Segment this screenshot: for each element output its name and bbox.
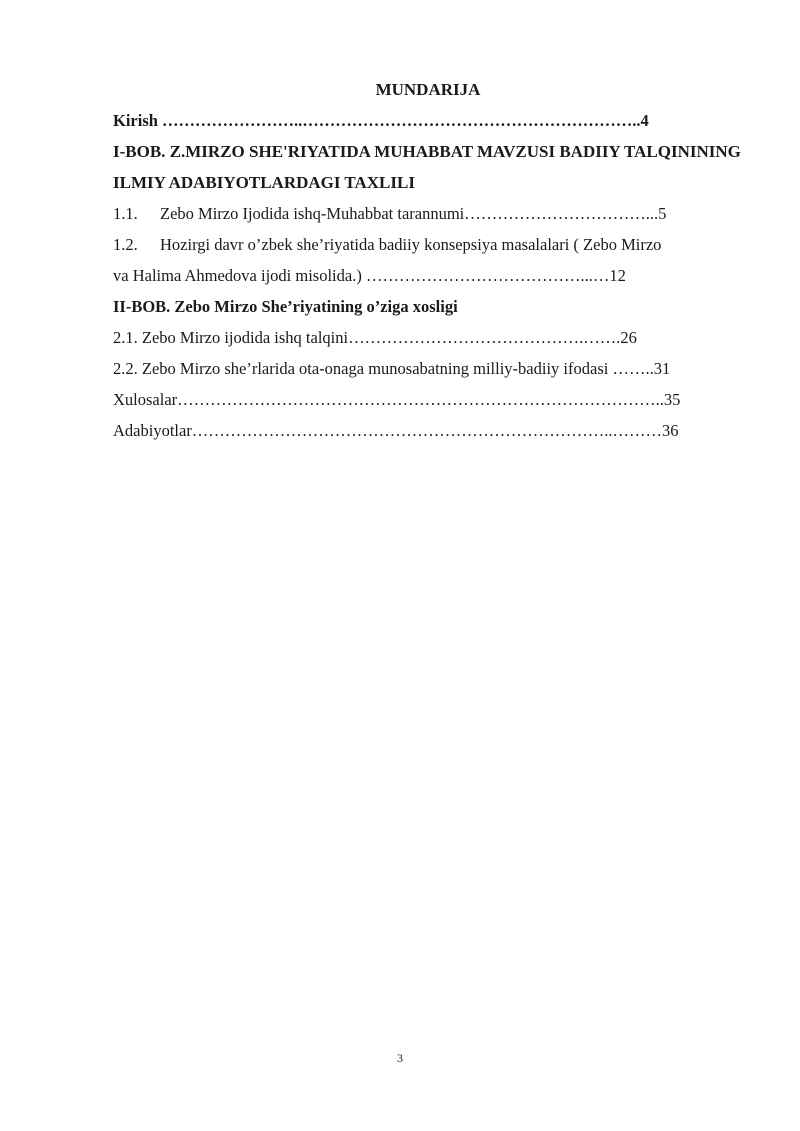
toc-entry-2-1: 2.1. Zebo Mirzo ijodida ishq talqini…………………………………….…….26 [113, 328, 637, 347]
toc-entry-1-1 [113, 198, 743, 229]
toc-entry-references: Adabiyotlar…………………………………………………………………..………36 [113, 421, 679, 440]
toc-entry-intro: Kirish ……………………..……………………………………………………..4 [113, 111, 649, 130]
toc-chapter-1: I-BOB. Z.MIRZO SHE'RIYATIDA MUHABBAT MAVZUSI BADIIY TALQININING ILMIY ADABIYOTLARDAGI TAXLILI [113, 142, 741, 192]
table-of-contents [113, 74, 743, 446]
toc-entry-1-2 [113, 229, 743, 260]
toc-entry-1-2-continued: va Halima Ahmedova ijodi misolida.) …………………………………...…12 [113, 266, 626, 285]
toc-chapter-2: II-BOB. Zebo Mirzo She’riyatining o’ziga xosligi [113, 297, 458, 316]
toc-entry-2-2: 2.2. Zebo Mirzo she’rlarida ota-onaga munosabatning milliy-badiiy ifodasi ……..31 [113, 359, 671, 378]
page-number: 3 [397, 1051, 403, 1065]
toc-title: MUNDARIJA [375, 80, 481, 99]
toc-entry-number: 1.1. [113, 204, 138, 223]
toc-entry-conclusions: Xulosalar……………………………………………………………………………..35 [113, 390, 681, 409]
toc-entry-text: Hozirgi davr o’zbek she’riyatida badiiy konsepsiya masalalari ( Zebo Mirzo [160, 235, 662, 254]
toc-entry-text: Zebo Mirzo Ijodida ishq-Muhabbat tarannumi……………………………...5 [160, 204, 667, 223]
toc-entry-number: 1.2. [113, 235, 138, 254]
